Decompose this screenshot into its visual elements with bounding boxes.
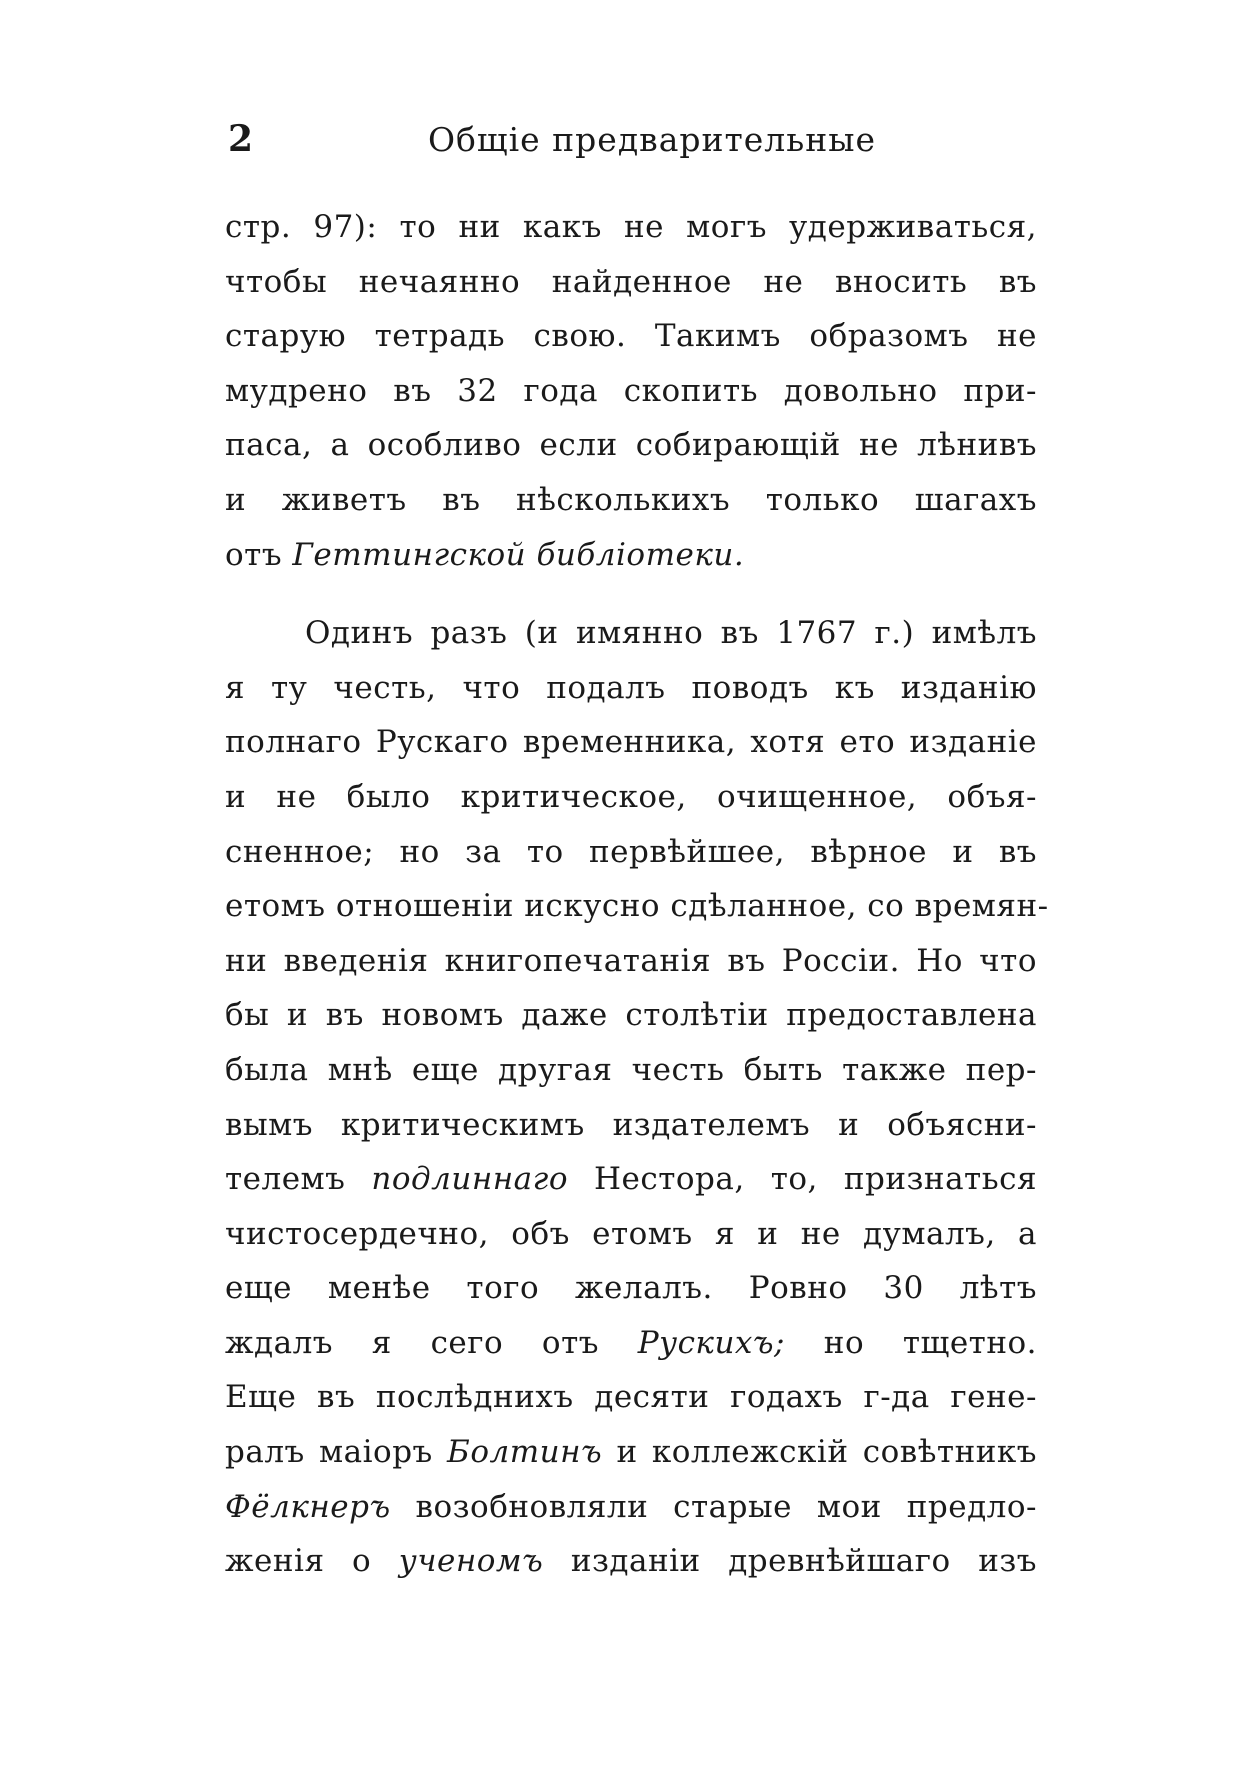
italic-text: Болтинъ [447,1434,603,1471]
text-line: была мнѣ еще другая честь быть также пер- [225,1051,1037,1088]
text-line: паса, а особливо если собирающій не лѣнивъ [225,427,1037,464]
text-fragment: отъ [225,536,283,573]
page-number: 2 [228,118,254,160]
text-line [225,1316,1037,1371]
text-line: вымъ критическимъ издателемъ и объясни- [225,1106,1037,1143]
text-fragment: Нестора, то, признаться [593,1161,1038,1198]
italic-text: подлиннаго [371,1161,568,1198]
text-fragment: ждалъ я сего отъ [225,1324,599,1361]
text-fragment: женія о [225,1543,372,1580]
text-line: бы и въ новомъ даже столѣтіи предоставлена [225,997,1037,1034]
italic-text: Рускихъ; [637,1324,786,1361]
text-line: мудрено въ 32 года скопить довольно при- [225,372,1037,409]
text-line: и живетъ въ нѣсколькихъ только шагахъ [225,481,1037,518]
text-fragment: ралъ маіоръ [225,1434,433,1471]
text-line: Одинъ разъ (и имянно въ 1767 г.) имѣлъ [305,615,1037,652]
page-header [228,118,1018,168]
text-line [225,1534,1037,1589]
text-fragment: и коллежскій совѣтникъ [616,1434,1038,1471]
text-fragment: изданіи древнѣйшаго изъ [570,1543,1037,1580]
running-title: Общіе предварительные [428,120,877,159]
text-line: етомъ отношеніи искусно сдѣланное, со времян- [225,888,1049,925]
text-line: я ту честь, что подалъ поводъ къ изданію [225,669,1037,706]
text-line: Еще въ послѣднихъ десяти годахъ г-да гене- [225,1379,1037,1416]
text-line: старую тетрадь свою. Такимъ образомъ не [225,318,1037,355]
text-line: ни введенія книгопечатанія въ Россіи. Но что [225,942,1037,979]
text-fragment: телемъ [225,1161,346,1198]
text-line: чтобы нечаянно найденное не вносить въ [225,263,1037,300]
text-line: стр. 97): то ни какъ не могъ удерживаться, [225,209,1037,245]
italic-text: ученомъ [398,1543,544,1580]
text-fragment: но тщетно. [823,1324,1038,1361]
body-text [225,200,1049,1589]
italic-text: Геттингской библіотеки. [292,536,745,573]
text-line [225,1152,1037,1207]
text-line [225,528,1037,583]
text-line: чистосердечно, объ етомъ я и не думалъ, а [225,1215,1037,1252]
text-line: и не было критическое, очищенное, объя- [225,778,1037,815]
italic-text: Фёлкнеръ [225,1488,391,1525]
text-line [225,1480,1037,1535]
text-line: сненное; но за то первѣйшее, вѣрное и въ [225,833,1037,870]
paragraph-gap [225,582,1037,606]
text-line [225,1425,1037,1480]
text-line: еще менѣе того желалъ. Ровно 30 лѣтъ [225,1270,1037,1307]
text-fragment: возобновляли старые мои предло- [415,1488,1038,1525]
text-line: полнаго Рускаго временника, хотя ето изданіе [225,724,1037,761]
